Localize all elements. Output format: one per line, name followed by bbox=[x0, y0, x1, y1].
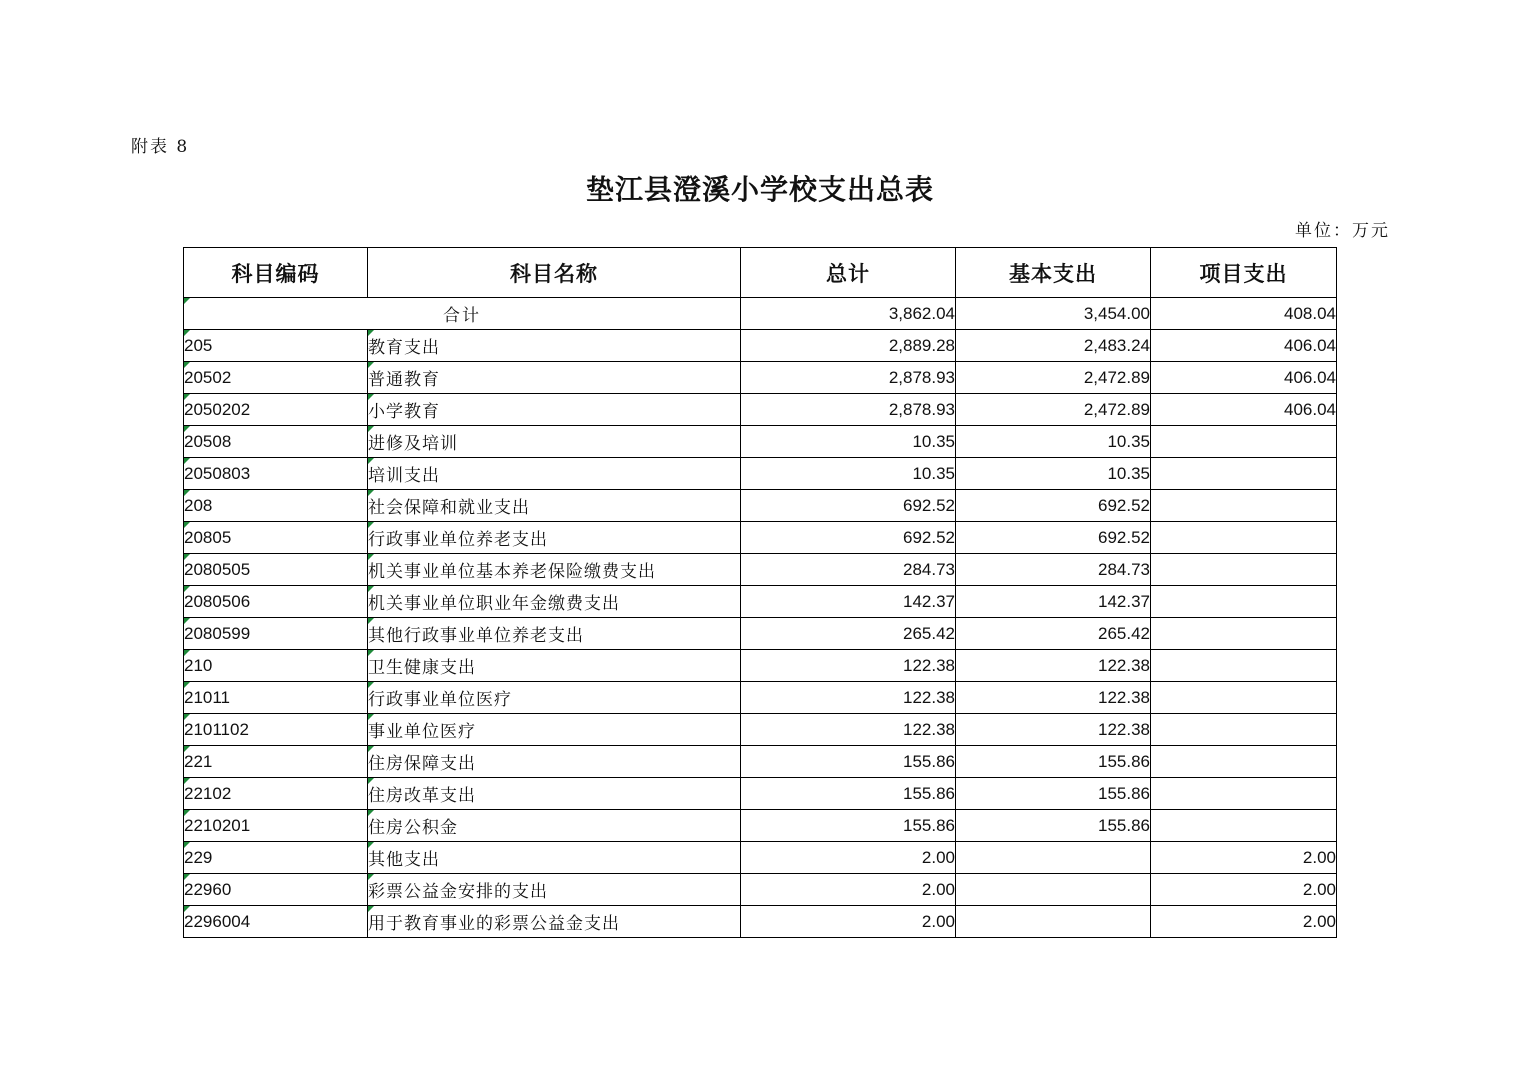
table-row bbox=[184, 586, 1337, 618]
row-name: 住房公积金 bbox=[368, 810, 741, 842]
row-project bbox=[1151, 490, 1337, 522]
row-total: 122.38 bbox=[741, 650, 956, 682]
row-code: 229 bbox=[184, 842, 368, 874]
row-total: 122.38 bbox=[741, 682, 956, 714]
row-name: 机关事业单位基本养老保险缴费支出 bbox=[368, 554, 741, 586]
row-code: 20508 bbox=[184, 426, 368, 458]
row-code: 22960 bbox=[184, 874, 368, 906]
row-project bbox=[1151, 714, 1337, 746]
row-basic: 692.52 bbox=[956, 522, 1151, 554]
row-basic: 2,472.89 bbox=[956, 362, 1151, 394]
row-name: 其他行政事业单位养老支出 bbox=[368, 618, 741, 650]
row-basic bbox=[956, 874, 1151, 906]
row-project: 406.04 bbox=[1151, 330, 1337, 362]
row-project: 406.04 bbox=[1151, 362, 1337, 394]
row-code: 21011 bbox=[184, 682, 368, 714]
row-code: 2050803 bbox=[184, 458, 368, 490]
row-code: 2210201 bbox=[184, 810, 368, 842]
row-basic: 284.73 bbox=[956, 554, 1151, 586]
row-name: 卫生健康支出 bbox=[368, 650, 741, 682]
header-code: 科目编码 bbox=[184, 248, 368, 298]
table-row bbox=[184, 682, 1337, 714]
row-basic: 2,483.24 bbox=[956, 330, 1151, 362]
row-code: 2080505 bbox=[184, 554, 368, 586]
header-total: 总计 bbox=[741, 248, 956, 298]
row-total: 284.73 bbox=[741, 554, 956, 586]
row-basic: 122.38 bbox=[956, 682, 1151, 714]
row-basic bbox=[956, 906, 1151, 938]
row-name: 住房保障支出 bbox=[368, 746, 741, 778]
total-label: 合计 bbox=[184, 298, 741, 330]
row-total: 2.00 bbox=[741, 906, 956, 938]
row-basic: 155.86 bbox=[956, 778, 1151, 810]
row-name: 事业单位医疗 bbox=[368, 714, 741, 746]
row-total: 2,878.93 bbox=[741, 362, 956, 394]
row-project: 406.04 bbox=[1151, 394, 1337, 426]
table-row bbox=[184, 362, 1337, 394]
row-total: 155.86 bbox=[741, 810, 956, 842]
table-row bbox=[184, 522, 1337, 554]
row-total: 10.35 bbox=[741, 426, 956, 458]
row-name: 教育支出 bbox=[368, 330, 741, 362]
row-basic: 10.35 bbox=[956, 426, 1151, 458]
row-code: 210 bbox=[184, 650, 368, 682]
row-basic bbox=[956, 842, 1151, 874]
row-name: 彩票公益金安排的支出 bbox=[368, 874, 741, 906]
row-total: 2.00 bbox=[741, 842, 956, 874]
table-row bbox=[184, 874, 1337, 906]
row-project bbox=[1151, 682, 1337, 714]
row-total: 2,889.28 bbox=[741, 330, 956, 362]
annex-label: 附表 8 bbox=[131, 137, 190, 157]
row-code: 20502 bbox=[184, 362, 368, 394]
row-total: 692.52 bbox=[741, 522, 956, 554]
table-row bbox=[184, 746, 1337, 778]
table-row bbox=[184, 618, 1337, 650]
header-row bbox=[184, 248, 1337, 298]
row-code: 2050202 bbox=[184, 394, 368, 426]
row-total: 155.86 bbox=[741, 746, 956, 778]
total-row bbox=[184, 298, 1337, 330]
total-total: 3,862.04 bbox=[741, 298, 956, 330]
row-name: 机关事业单位职业年金缴费支出 bbox=[368, 586, 741, 618]
row-name: 小学教育 bbox=[368, 394, 741, 426]
row-code: 2080506 bbox=[184, 586, 368, 618]
row-project bbox=[1151, 618, 1337, 650]
table-row bbox=[184, 554, 1337, 586]
row-name: 培训支出 bbox=[368, 458, 741, 490]
table-row bbox=[184, 810, 1337, 842]
row-basic: 122.38 bbox=[956, 714, 1151, 746]
table-row bbox=[184, 490, 1337, 522]
row-basic: 2,472.89 bbox=[956, 394, 1151, 426]
row-total: 122.38 bbox=[741, 714, 956, 746]
row-code: 2101102 bbox=[184, 714, 368, 746]
row-total: 265.42 bbox=[741, 618, 956, 650]
row-basic: 142.37 bbox=[956, 586, 1151, 618]
row-project bbox=[1151, 426, 1337, 458]
expenditure-table bbox=[183, 247, 1337, 938]
row-total: 2,878.93 bbox=[741, 394, 956, 426]
row-name: 其他支出 bbox=[368, 842, 741, 874]
row-name: 住房改革支出 bbox=[368, 778, 741, 810]
row-code: 2080599 bbox=[184, 618, 368, 650]
table-row bbox=[184, 650, 1337, 682]
row-total: 10.35 bbox=[741, 458, 956, 490]
row-basic: 10.35 bbox=[956, 458, 1151, 490]
row-name: 进修及培训 bbox=[368, 426, 741, 458]
row-project bbox=[1151, 746, 1337, 778]
header-name: 科目名称 bbox=[368, 248, 741, 298]
row-name: 行政事业单位医疗 bbox=[368, 682, 741, 714]
row-basic: 155.86 bbox=[956, 746, 1151, 778]
table-row bbox=[184, 458, 1337, 490]
row-project bbox=[1151, 458, 1337, 490]
row-code: 205 bbox=[184, 330, 368, 362]
total-basic: 3,454.00 bbox=[956, 298, 1151, 330]
row-name: 用于教育事业的彩票公益金支出 bbox=[368, 906, 741, 938]
table-row bbox=[184, 778, 1337, 810]
row-basic: 122.38 bbox=[956, 650, 1151, 682]
row-project bbox=[1151, 650, 1337, 682]
table-row bbox=[184, 426, 1337, 458]
unit-label: 单位：万元 bbox=[1295, 221, 1390, 241]
row-project bbox=[1151, 810, 1337, 842]
row-basic: 692.52 bbox=[956, 490, 1151, 522]
table-row bbox=[184, 842, 1337, 874]
page-title: 垫江县澄溪小学校支出总表 bbox=[585, 173, 934, 206]
total-project: 408.04 bbox=[1151, 298, 1337, 330]
row-project bbox=[1151, 586, 1337, 618]
row-name: 普通教育 bbox=[368, 362, 741, 394]
row-project bbox=[1151, 554, 1337, 586]
row-code: 2296004 bbox=[184, 906, 368, 938]
row-project: 2.00 bbox=[1151, 842, 1337, 874]
header-basic: 基本支出 bbox=[956, 248, 1151, 298]
table-row bbox=[184, 330, 1337, 362]
row-total: 155.86 bbox=[741, 778, 956, 810]
row-project bbox=[1151, 778, 1337, 810]
header-project: 项目支出 bbox=[1151, 248, 1337, 298]
row-code: 22102 bbox=[184, 778, 368, 810]
row-name: 社会保障和就业支出 bbox=[368, 490, 741, 522]
row-name: 行政事业单位养老支出 bbox=[368, 522, 741, 554]
table-row bbox=[184, 906, 1337, 938]
row-code: 20805 bbox=[184, 522, 368, 554]
row-code: 208 bbox=[184, 490, 368, 522]
table-row bbox=[184, 394, 1337, 426]
row-total: 692.52 bbox=[741, 490, 956, 522]
row-project: 2.00 bbox=[1151, 906, 1337, 938]
row-project: 2.00 bbox=[1151, 874, 1337, 906]
table-row bbox=[184, 714, 1337, 746]
row-total: 142.37 bbox=[741, 586, 956, 618]
row-code: 221 bbox=[184, 746, 368, 778]
row-basic: 265.42 bbox=[956, 618, 1151, 650]
row-basic: 155.86 bbox=[956, 810, 1151, 842]
row-project bbox=[1151, 522, 1337, 554]
row-total: 2.00 bbox=[741, 874, 956, 906]
